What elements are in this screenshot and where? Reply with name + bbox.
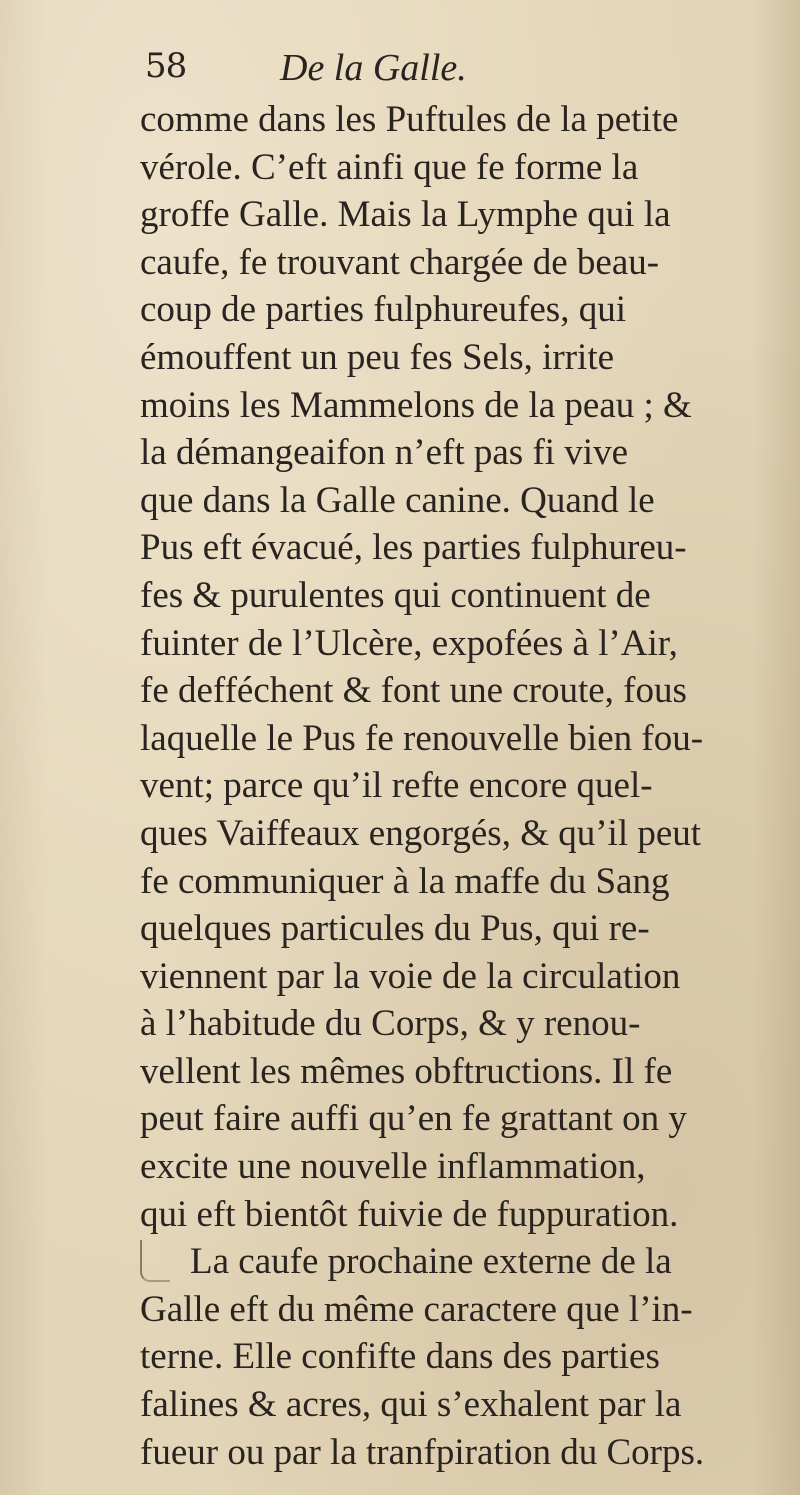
text-line: à l’habitude du Corps, & y renou- [140,1003,641,1045]
page-number: 58 [145,46,187,86]
text-line: Pus eft évacué, les parties fulphureu- [140,527,687,569]
text-line: que dans la Galle canine. Quand le [140,479,655,521]
text-line: qui eft bientôt fuivie de fuppuration. [140,1193,679,1235]
text-line: viennent par la voie de la circulation [140,955,681,997]
text-line: vérole. C’eft ainfi que fe forme la [140,146,639,188]
running-head: De la Galle. [280,47,467,89]
text-line: groffe Galle. Mais la Lymphe qui la [140,194,671,236]
text-line: fe defféchent & font une croute, fous [140,670,687,712]
text-line: fe communiquer à la maffe du Sang [140,860,670,902]
page-header [145,46,745,96]
text-line: ques Vaiffeaux engorgés, & qu’il peut [140,812,702,854]
text-line: excite une nouvelle inflammation, [140,1146,646,1188]
text-line: laquelle le Pus fe renouvelle bien fou- [140,717,704,759]
text-line: falines & acres, qui s’exhalent par la [140,1384,682,1426]
text-line: terne. Elle confifte dans des parties [140,1336,660,1378]
text-line: fueur ou par la tranfpiration du Corps. [140,1431,705,1473]
text-line: vent; parce qu’il refte encore quel- [140,765,653,807]
text-line: caufe, fe trouvant chargée de beau- [140,241,660,283]
text-line: fes & purulentes qui continuent de [140,574,651,616]
text-line: La caufe prochaine externe de la [190,1241,672,1283]
body-text [140,96,780,1476]
text-line: émouffent un peu fes Sels, irrite [140,336,615,378]
text-line: comme dans les Puftules de la petite [140,99,679,140]
text-line: peut faire auffi qu’en fe grattant on y [140,1098,687,1140]
text-line: la démangeaifon n’eft pas fi vive [140,432,628,474]
text-line: fuinter de l’Ulcère, expofées à l’Air, [140,622,678,664]
text-line: Galle eft du même caractere que l’in- [140,1288,693,1330]
text-line: moins les Mammelons de la peau ; & [140,384,692,426]
ink-mark [140,1240,170,1282]
text-line: quelques particules du Pus, qui re- [140,908,650,950]
text-line: coup de parties fulphureufes, qui [140,289,626,331]
text-line: vellent les mêmes obftructions. Il fe [140,1050,673,1092]
